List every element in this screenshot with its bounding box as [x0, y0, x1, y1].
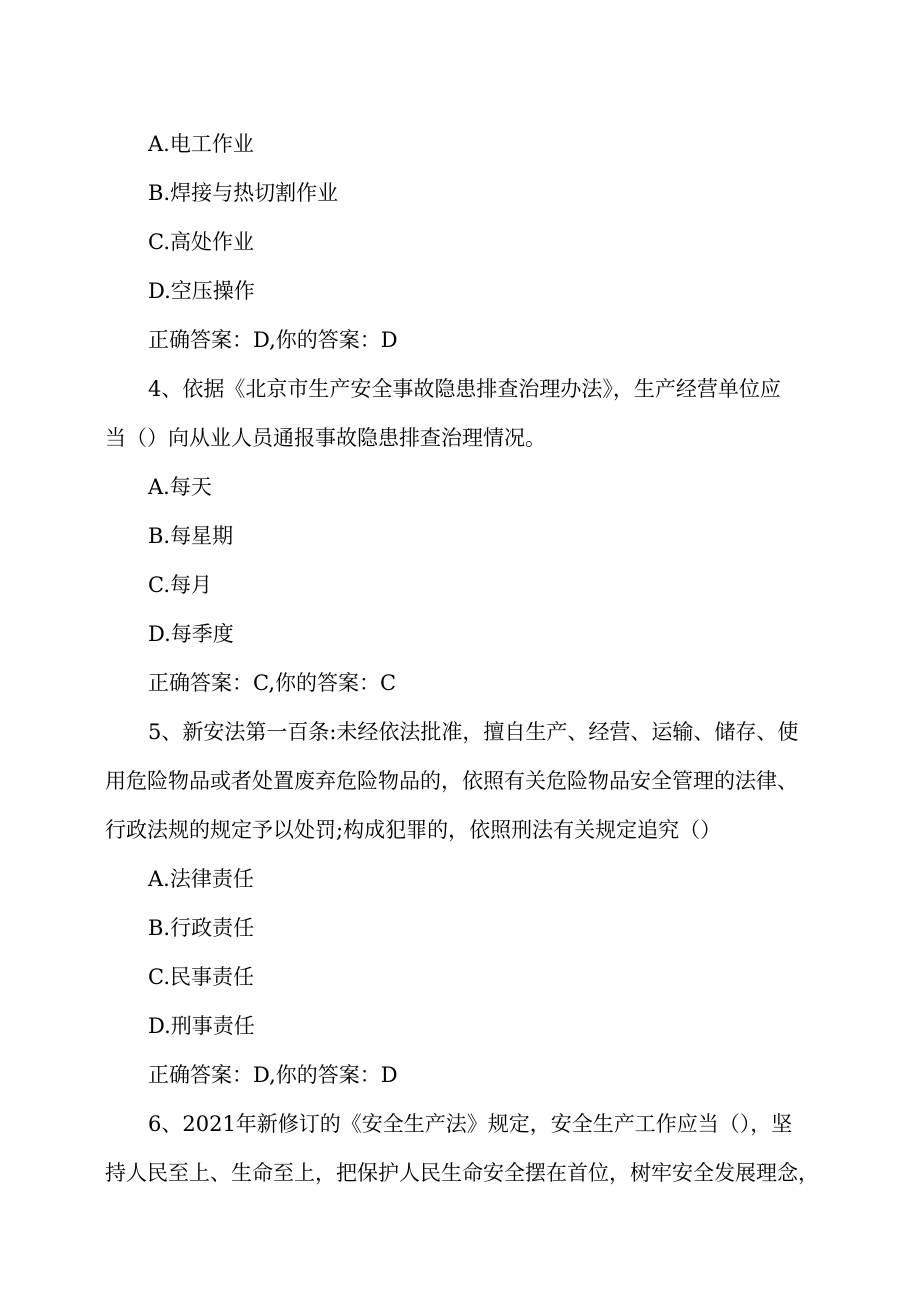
q6-text-line2: 持人民至上、生命至上，把保护人民生命安全摆在首位，树牢安全发展理念，	[105, 1161, 819, 1185]
q4-option-a: A.每天	[148, 475, 212, 499]
q3-option-c: C.高处作业	[148, 230, 254, 254]
q5-option-c: C.民事责任	[148, 965, 254, 989]
q5-text-line1: 5、新安法第一百条:未经依法批准，擅自生产、经营、运输、储存、使	[148, 720, 799, 744]
q3-option-d: D.空压操作	[148, 279, 255, 303]
q5-option-a: A.法律责任	[148, 867, 254, 891]
q5-option-d: D.刑事责任	[148, 1014, 255, 1038]
q5-text-line2: 用危险物品或者处置废弃危险物品的，依照有关危险物品安全管理的法律、	[105, 769, 798, 793]
q3-answer: 正确答案：D,你的答案：D	[148, 328, 398, 352]
q4-text-line1: 4、依据《北京市生产安全事故隐患排查治理办法》，生产经营单位应	[148, 377, 781, 401]
q3-option-b: B.焊接与热切割作业	[148, 181, 339, 205]
q4-answer: 正确答案：C,你的答案：C	[148, 671, 397, 695]
q4-option-c: C.每月	[148, 573, 212, 597]
q4-option-b: B.每星期	[148, 524, 234, 548]
q5-answer: 正确答案：D,你的答案：D	[148, 1063, 398, 1087]
q6-text-line1: 6、2021年新修订的《安全生产法》规定，安全生产工作应当（），坚	[148, 1112, 793, 1136]
q4-text-line2: 当（）向从业人员通报事故隐患排查治理情况。	[105, 426, 546, 450]
q3-option-a: A.电工作业	[148, 132, 254, 156]
q4-option-d: D.每季度	[148, 622, 234, 646]
q5-option-b: B.行政责任	[148, 916, 255, 940]
q5-text-line3: 行政法规的规定予以处罚;构成犯罪的，依照刑法有关规定追究（）	[105, 818, 722, 842]
